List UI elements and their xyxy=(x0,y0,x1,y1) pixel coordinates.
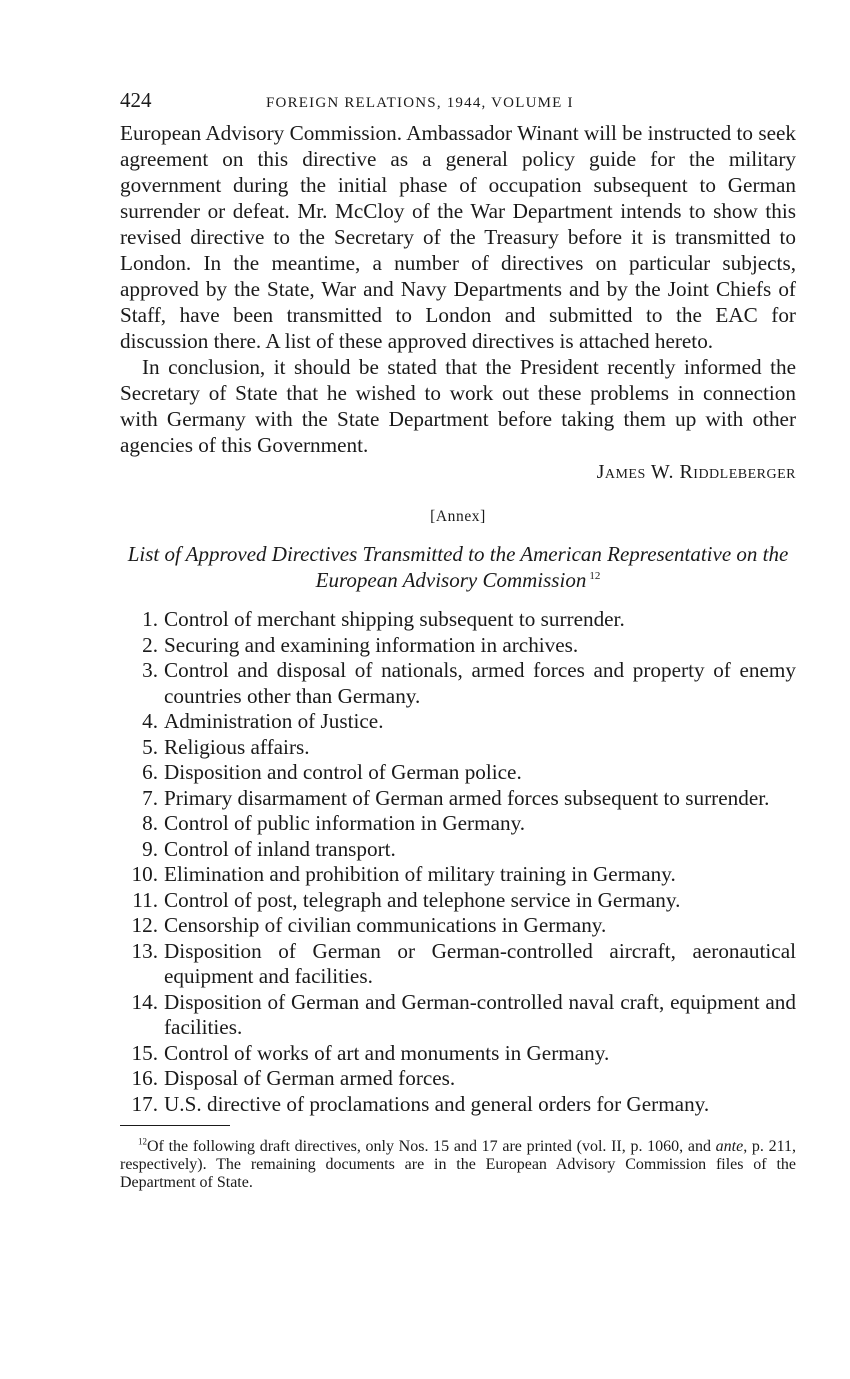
list-item-text: Religious affairs. xyxy=(164,734,310,759)
list-item xyxy=(120,607,796,633)
list-title xyxy=(120,541,796,593)
signature: James W. Riddleberger xyxy=(596,461,796,483)
footnote-marker: 12 xyxy=(138,1136,147,1147)
list-item xyxy=(120,658,796,709)
list-item xyxy=(120,862,796,888)
list-item xyxy=(120,786,796,812)
list-item-number: 16. xyxy=(131,1066,158,1090)
list-item-number: 1. xyxy=(142,607,158,631)
list-item-text: Control of merchant shipping subsequent to surrender. xyxy=(164,607,625,631)
list-item xyxy=(120,990,796,1041)
directive-list xyxy=(120,607,796,1117)
body-paragraph-1: European Advisory Commission. Ambassador Winant will be instructed to seek agreement on this directive as a general policy guide for the military government during the initial phase of occupation subsequent to German surrender or defeat. Mr. McCloy of the War Department intends to show this revised directive to the Secretary of the Treasury before it is transmitted to London. In the meantime, a number of directives on particular subjects, approved by the State, War and Navy Departments and by the Joint Chiefs of Staff, have been transmitted to London and submitted to the EAC for discussion there. A list of these approved directives is attached hereto. xyxy=(120,121,796,353)
list-item xyxy=(120,913,796,939)
list-item-text: Censorship of civilian communications in Germany. xyxy=(164,913,607,937)
list-item-text: Control of works of art and monuments in Germany. xyxy=(164,1040,610,1065)
list-item xyxy=(120,1066,796,1092)
footnote xyxy=(120,1138,796,1192)
list-item-number: 5. xyxy=(142,734,158,759)
list-item xyxy=(120,939,796,990)
list-item-text: Control and disposal of nationals, armed forces and property of enemy countries other than Germany. xyxy=(164,658,796,708)
document-page xyxy=(120,88,796,1192)
annex-label: [Annex] xyxy=(430,508,486,525)
list-item-number: 10. xyxy=(131,862,158,886)
body-paragraph-2: In conclusion, it should be stated that the President recently informed the Secretary of State that he wished to work out these problems in connection with Germany with the State Department before taking them up with other agencies of this Government. xyxy=(120,355,796,457)
list-item-text: Disposition and control of German police. xyxy=(164,760,522,784)
list-item xyxy=(120,1092,796,1118)
list-item-number: 9. xyxy=(142,836,158,861)
list-item-number: 12. xyxy=(131,913,158,937)
list-title-text: List of Approved Directives Transmitted to the American Representative on the European Advisory Commission xyxy=(127,542,789,592)
list-item-number: 2. xyxy=(142,632,158,657)
list-item-text: Control of post, telegraph and telephone service in Germany. xyxy=(164,887,681,912)
list-item-text: Control of inland transport. xyxy=(164,836,396,861)
list-item-text: Disposal of German armed forces. xyxy=(164,1066,456,1090)
list-item-text: U.S. directive of proclamations and general orders for Germany. xyxy=(164,1091,710,1116)
list-item-text: Control of public information in Germany. xyxy=(164,811,526,835)
list-item-number: 4. xyxy=(142,709,158,733)
list-item-text: Primary disarmament of German armed forces subsequent to surrender. xyxy=(164,785,770,810)
footnote-italic: ante xyxy=(715,1138,744,1155)
footnote-divider xyxy=(120,1125,230,1126)
list-item xyxy=(120,837,796,863)
list-item xyxy=(120,633,796,659)
list-item-number: 7. xyxy=(142,785,158,810)
list-item xyxy=(120,735,796,761)
list-item-text: Disposition of German or German-controlled aircraft, aeronautical equipment and facilities. xyxy=(164,938,796,988)
list-item-number: 14. xyxy=(131,989,158,1014)
list-item xyxy=(120,888,796,914)
list-item xyxy=(120,760,796,786)
list-item xyxy=(120,811,796,837)
running-title: FOREIGN RELATIONS, 1944, VOLUME I xyxy=(266,95,574,111)
list-item-number: 11. xyxy=(132,887,158,912)
list-item-number: 6. xyxy=(142,760,158,784)
list-item-number: 8. xyxy=(142,811,158,835)
list-item-number: 3. xyxy=(142,658,158,682)
list-item-text: Administration of Justice. xyxy=(164,709,384,733)
list-item xyxy=(120,1041,796,1067)
list-item-text: Disposition of German and German-controlled naval craft, equipment and facilities. xyxy=(164,989,796,1039)
footnote-text-after: , p. 211, respectively). The remaining documents are in the European Advisory Commission files of the Department of State. xyxy=(120,1138,797,1191)
footnote-reference[interactable]: 12 xyxy=(589,570,601,582)
page-header xyxy=(120,88,796,118)
list-item-text: Securing and examining information in archives. xyxy=(164,632,579,657)
list-item xyxy=(120,709,796,735)
list-item-number: 15. xyxy=(131,1040,158,1065)
list-item-number: 17. xyxy=(131,1091,158,1116)
list-item-number: 13. xyxy=(131,938,158,963)
page-number: 424 xyxy=(120,88,152,112)
list-item-text: Elimination and prohibition of military training in Germany. xyxy=(164,862,676,886)
footnote-text-before: Of the following draft directives, only Nos. 15 and 17 are printed (vol. II, p. 1060, and xyxy=(147,1138,716,1155)
